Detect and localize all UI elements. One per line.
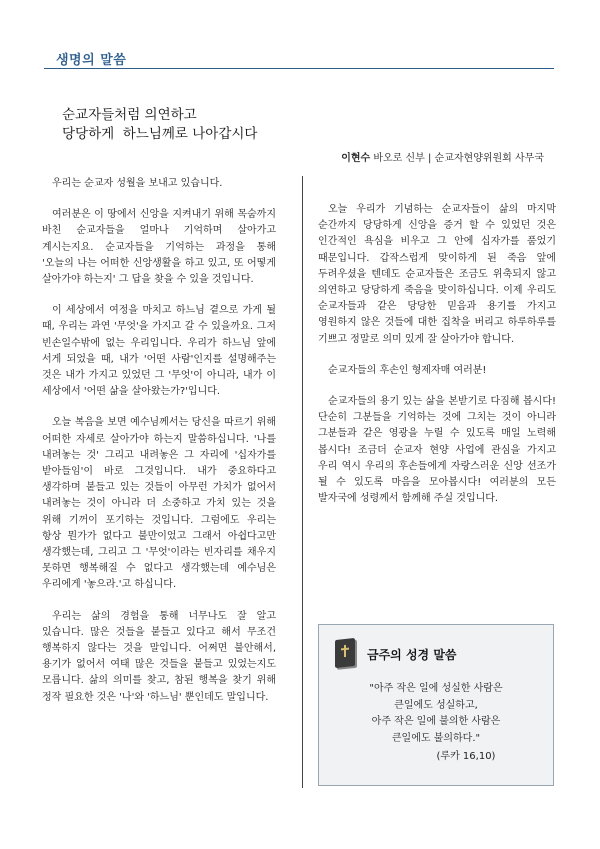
verse-header [333, 637, 457, 671]
article-title [62, 106, 257, 144]
paragraph: 여러분은 이 땅에서 신앙을 지켜내기 위해 목숨까지 바친 순교자들을 얼마나 기억하며 살아가고 계시는지요. 순교자들을 기억하는 과정을 통해 '오늘의 나는 어떠한 신앙생활을 하고 있고, 또 어떻게 살아가야 하는지' 그 답을 찾을 수 있을 것입니다. [42, 209, 276, 286]
verse-reference: (루카 16,10) [436, 751, 496, 762]
verse-line: 큰일에도 불의하다." [391, 732, 481, 744]
verse-line: 큰일에도 성실하고, [394, 699, 478, 711]
paragraph: 순교자들의 후손인 형제자매 여러분! [328, 364, 487, 376]
title-line: 당당하게 하느님께로 나아갑시다 [62, 126, 258, 142]
left-column [42, 176, 276, 721]
column-divider [302, 176, 303, 788]
verse-box [318, 624, 554, 786]
bible-icon [333, 637, 359, 671]
verse-line: "아주 작은 일에 성실한 사람은 [369, 683, 503, 694]
verse-line: 아주 작은 일에 불의한 사람은 [371, 716, 501, 727]
paragraph: 오늘 복음을 보면 예수님께서는 당신을 따르기 위해 어떠한 자세로 살아가야 하는지 말씀하십니다. '나를 내려놓는 것' 그리고 내려놓은 그 자리에 '십자가를 받아들임'이 바로 그것입니다. 내가 중요하다고 생각하며 붙들고 있는 것들이 아무런 가치가 없어서 내려놓는 것이 아니라 더 소중하고 가치 있는 것을 위해 기꺼이 포기하는 것입니다. 그럼에도 우리는 항상 뭔가가 없다고 불만이었고 그래서 아쉽다고만 생각했는데, 그리고 그 '무엇'이라는 빈자리를 채우지 못하면 행복해질 수 없다고 생각했는데 예수님은 우리에게 '놓으라.'고 하십니다. [42, 417, 276, 591]
section-rule [44, 68, 554, 69]
paragraph: 우리는 삶의 경험을 통해 너무나도 잘 알고 있습니다. 많은 것들을 붙들고 있다고 해서 무조건 행복하지 않다는 것을 말입니다. 어쩌면 불안해서, 용기가 없어서 여태 많은 것들을 붙들고 있었는지도 모릅니다. 삶의 의미를 찾고, 참된 행복을 찾기 위해 정작 필요한 것은 '나'와 '하느님' 뿐인데도 말입니다. [42, 610, 276, 703]
section-label: 생명의 말씀 [56, 53, 127, 68]
verse-text [319, 681, 553, 766]
paragraph: 순교자들의 용기 있는 삶을 본받기로 다짐해 봅시다! 단순히 그분들을 기억하는 것에 그치는 것이 아니라 그분들과 같은 영광을 누릴 수 있도록 매일 노력해 봅시다! 조금더 순교자 현양 사업에 관심을 가지고 우리 역시 우리의 후손들에게 자랑스러운 신앙 선조가 될 수 있도록 마음을 모아봅시다! 여러분의 모든 발자국에 성령께서 함께해 주실 것입니다. [318, 396, 556, 505]
title-line: 순교자들처럼 의연하고 [62, 107, 197, 123]
paragraph: 우리는 순교자 성월을 보내고 있습니다. [52, 178, 223, 189]
author-affiliation: 바오로 신부 | 순교자현양위원회 사무국 [370, 153, 544, 164]
paragraph: 오늘 우리가 기념하는 순교자들이 삶의 마지막 순간까지 당당하게 신앙을 증거 할 수 있었던 것은 인간적인 욕심을 비우고 그 안에 십자가를 품었기 때문입니다. 갑작스럽게 맞이하게 된 죽음 앞에 두려우셨을 텐데도 순교자들은 조금도 위축되지 않고 의연하고 당당하게 죽음을 맞이하십니다. 이제 우리도 순교자들과 같은 당당한 믿음과 용기를 가지고 영원하지 않은 것들에 대한 집착을 버리고 하루하루를 기쁘고 정말로 의미 있게 잘 살아가야 합니다. [318, 204, 556, 345]
author-name: 이현수 [341, 153, 371, 164]
right-column [318, 176, 556, 522]
verse-title: 금주의 성경 말씀 [367, 647, 457, 662]
paragraph: 이 세상에서 여정을 마치고 하느님 곁으로 가게 될 때, 우리는 과연 '무엇'을 가지고 갈 수 있을까요. 그저 빈손일수밖에 없는 우리입니다. 우리가 하느님 앞에 서게 되었을 때, 내가 '어떤 사람'인지를 설명해주는 것은 내가 가지고 있었던 그 '무엇'이 아니라, 내가 이 세상에서 '어떤 삶을 살아왔는가?'입니다. [42, 305, 276, 398]
byline [341, 149, 544, 164]
